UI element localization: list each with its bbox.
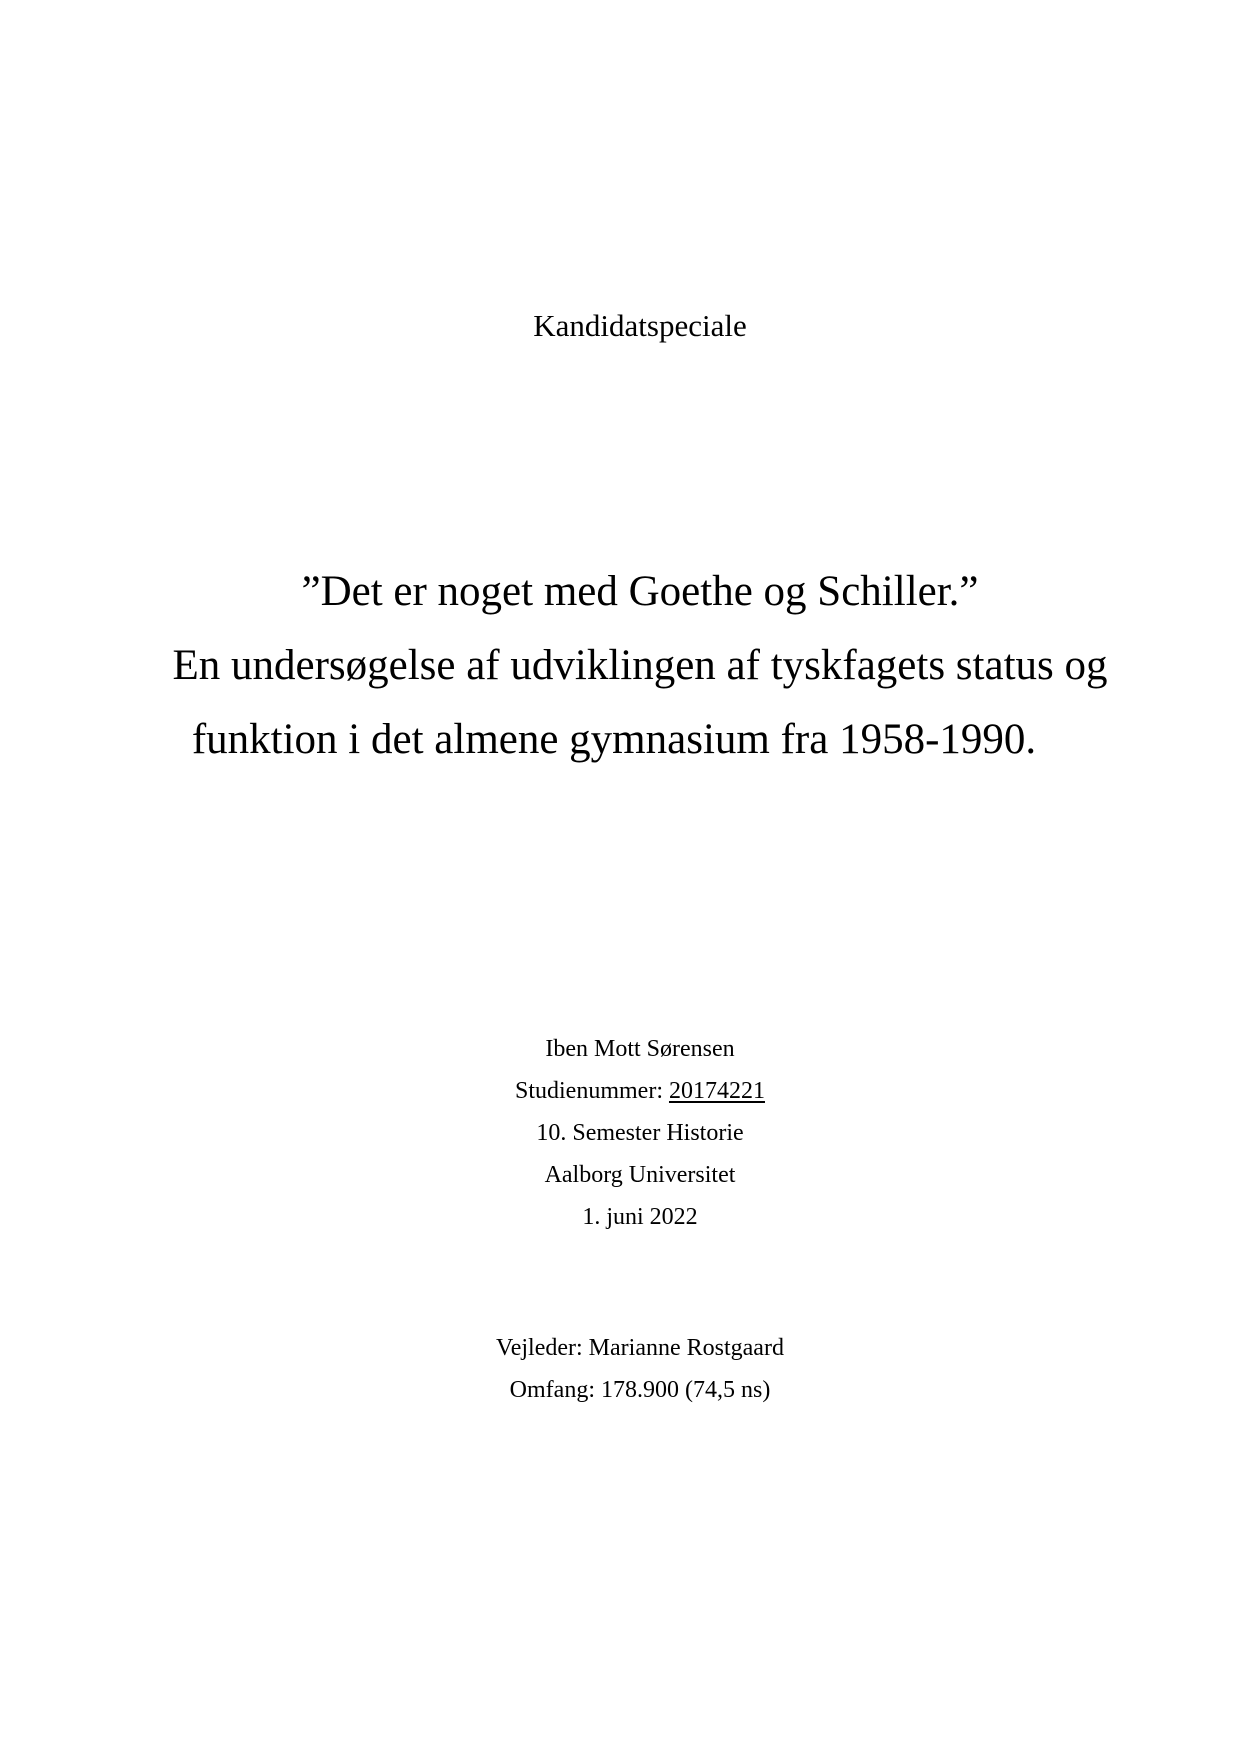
student-number-line <box>0 1074 1241 1116</box>
student-number-label: Studienummer: <box>515 1078 669 1104</box>
supervisor-line: Vejleder: Marianne Rostgaard <box>496 1335 784 1361</box>
supervisor-info <box>0 1331 1241 1415</box>
semester-line: 10. Semester Historie <box>536 1120 744 1146</box>
student-number-value: 20174221 <box>668 1078 765 1104</box>
document-type-label: Kandidatspeciale <box>533 308 747 343</box>
thesis-title <box>0 562 1241 784</box>
title-line-subtitle-1: En undersøgelse af udviklingen af tyskfagets status og <box>172 642 1108 689</box>
author-info <box>0 1032 1241 1242</box>
scope-line: Omfang: 178.900 (74,5 ns) <box>509 1377 771 1403</box>
title-line-quote: ”Det er noget med Goethe og Schiller.” <box>301 568 979 615</box>
title-line-subtitle-2: funktion i det almene gymnasium fra 1958-1990. <box>191 716 1037 763</box>
university-line: Aalborg Universitet <box>544 1162 736 1188</box>
date-line: 1. juni 2022 <box>582 1204 698 1230</box>
author-name: Iben Mott Sørensen <box>545 1036 735 1062</box>
